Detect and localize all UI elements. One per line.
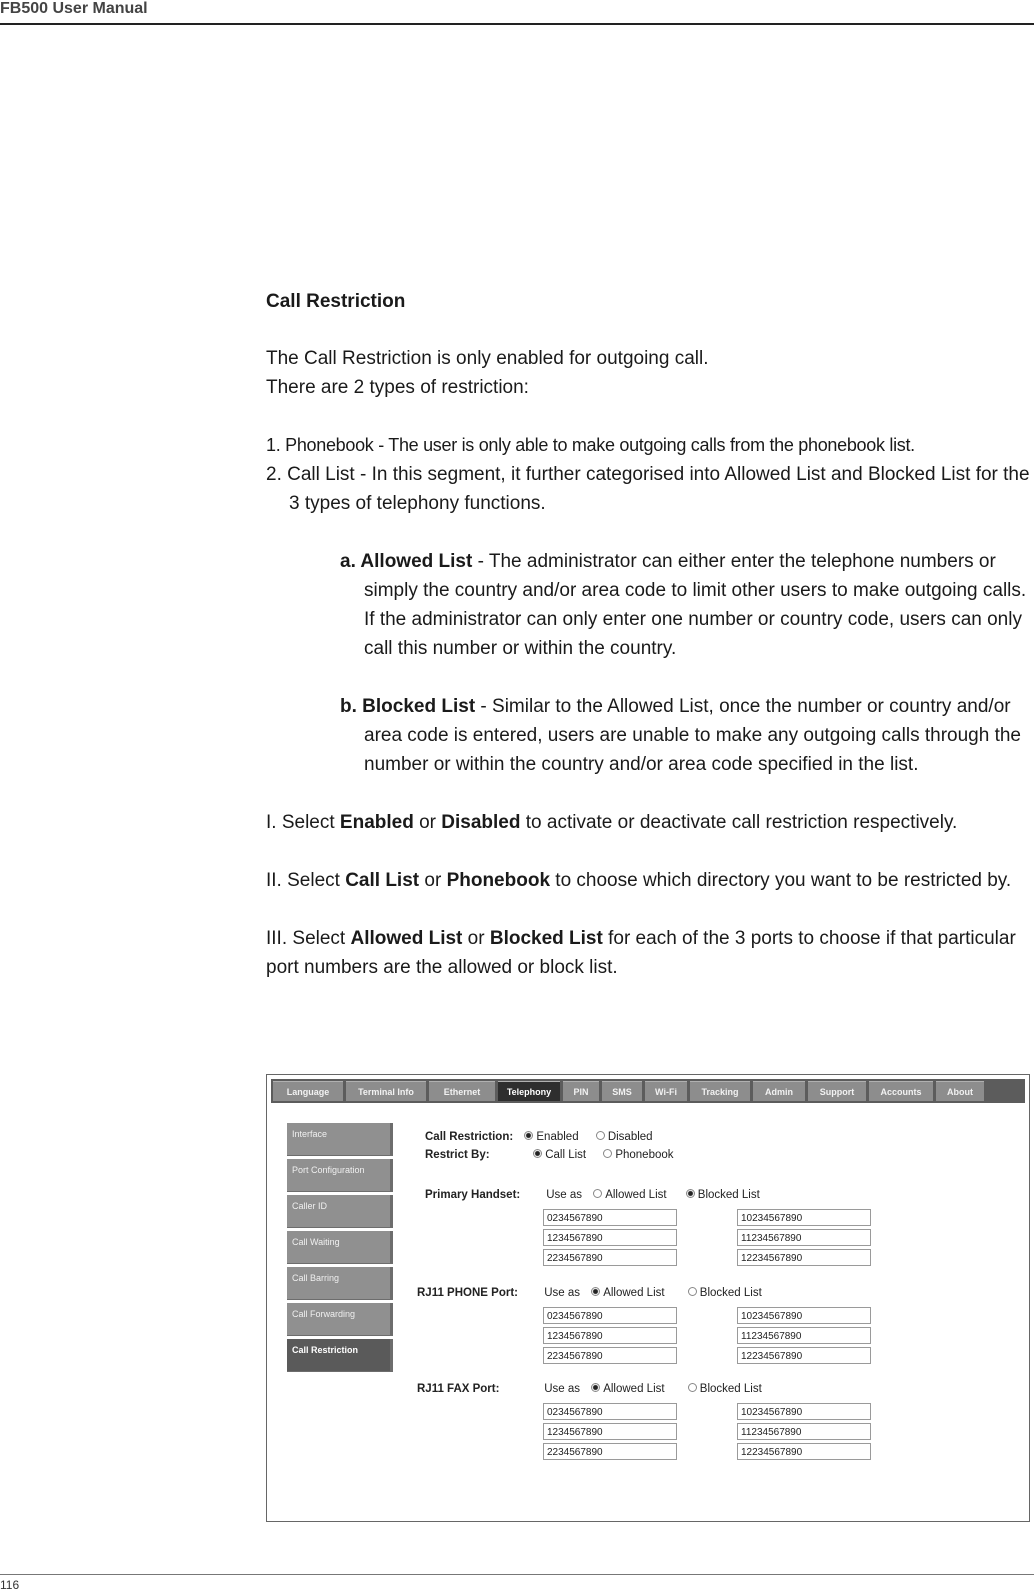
rj11-phone-blocked-label: Blocked List — [699, 1287, 762, 1299]
step-1-a: I. Select — [266, 812, 340, 833]
manual-content — [266, 287, 1032, 982]
fax-allowed-number-3[interactable]: 2234567890 — [543, 1443, 677, 1460]
step-3-a: III. Select — [266, 928, 351, 949]
disabled-label: Disabled — [607, 1131, 653, 1143]
fax-blocked-number-1[interactable]: 10234567890 — [737, 1403, 871, 1420]
phonebook-label: Phonebook — [615, 1149, 674, 1161]
sub-a-term: Allowed List — [360, 551, 473, 572]
rj11-phone-allowed-label: Allowed List — [603, 1287, 665, 1299]
step-2-phonebook: Phonebook — [446, 870, 551, 891]
sub-a-prefix: a. — [340, 551, 361, 572]
primary-handset-use-as: Use as — [546, 1189, 582, 1201]
sub-item-blocked-list — [266, 692, 1032, 779]
phonebook-radio[interactable] — [603, 1149, 612, 1158]
step-2-d: to choose which directory you want to be restricted by. — [550, 870, 1012, 891]
step-3-allowed-list: Allowed List — [350, 928, 463, 949]
telephony-screenshot — [266, 1074, 1030, 1522]
intro-line-1: The Call Restriction is only enabled for outgoing call. — [266, 348, 709, 369]
tab-language[interactable]: Language — [273, 1081, 343, 1101]
page-number: 116 — [0, 1578, 20, 1592]
menu-call-forwarding[interactable]: Call Forwarding — [287, 1303, 393, 1336]
document-header-title: FB500 User Manual — [0, 0, 148, 17]
sub-b-term: Blocked List — [362, 696, 476, 717]
step-2-call-list: Call List — [345, 870, 420, 891]
step-2 — [266, 866, 1032, 895]
restrict-by-row — [425, 1149, 674, 1161]
restrict-by-label: Restrict By: — [425, 1149, 490, 1161]
sub-b-text: - Similar to the Allowed List, once the number or country and/or area code is entered, users are unable to make any outgoing calls through the number or within the country and/or area code specified in the list. — [364, 696, 1021, 775]
call-restriction-row — [425, 1131, 653, 1143]
rj11-fax-blocked-label: Blocked List — [699, 1383, 762, 1395]
rj11-fax-label: RJ11 FAX Port: — [417, 1383, 500, 1395]
menu-interface[interactable]: Interface — [287, 1123, 393, 1156]
menu-port-configuration[interactable]: Port Configuration — [287, 1159, 393, 1192]
menu-caller-id[interactable]: Caller ID — [287, 1195, 393, 1228]
rj11-fax-use-as: Use as — [544, 1383, 580, 1395]
step-1-disabled: Disabled — [441, 812, 521, 833]
primary-handset-blocked-label: Blocked List — [697, 1189, 760, 1201]
intro-line-2: There are 2 types of restriction: — [266, 377, 529, 398]
sub-b-prefix: b. — [340, 696, 363, 717]
footer-divider — [0, 1574, 1034, 1575]
phone-allowed-number-1[interactable]: 0234567890 — [543, 1307, 677, 1324]
fax-allowed-number-2[interactable]: 1234567890 — [543, 1423, 677, 1440]
step-3-blocked-list: Blocked List — [489, 928, 603, 949]
fax-blocked-number-2[interactable]: 11234567890 — [737, 1423, 871, 1440]
step-3-or: or — [462, 928, 490, 949]
tab-bar — [271, 1079, 1025, 1103]
step-1-enabled: Enabled — [339, 812, 414, 833]
rj11-phone-row — [417, 1287, 762, 1299]
phone-blocked-number-2[interactable]: 11234567890 — [737, 1327, 871, 1344]
tab-support[interactable]: Support — [808, 1081, 866, 1101]
sub-a-text: - The administrator can either enter the telephone numbers or simply the country and/or area code to limit other users to make outgoing calls. If the administrator can only enter one number or country code, users can only call this number or within the country. — [364, 551, 1027, 659]
tab-sms[interactable]: SMS — [602, 1081, 642, 1101]
primary-allowed-number-2[interactable]: 1234567890 — [543, 1229, 677, 1246]
call-restriction-label: Call Restriction: — [425, 1131, 514, 1143]
rj11-fax-allowed-radio[interactable] — [591, 1383, 600, 1392]
primary-handset-label: Primary Handset: — [425, 1189, 521, 1201]
telephony-side-menu — [287, 1123, 397, 1375]
tab-accounts[interactable]: Accounts — [869, 1081, 933, 1101]
tab-pin[interactable]: PIN — [563, 1081, 599, 1101]
rj11-phone-allowed-radio[interactable] — [591, 1287, 600, 1296]
sub-item-allowed-list — [266, 547, 1032, 663]
phone-blocked-number-1[interactable]: 10234567890 — [737, 1307, 871, 1324]
step-2-a: II. Select — [266, 870, 346, 891]
primary-handset-allowed-radio[interactable] — [593, 1189, 602, 1198]
rj11-phone-use-as: Use as — [544, 1287, 580, 1299]
step-1-or: or — [413, 812, 442, 833]
type-call-list: 2. Call List - In this segment, it further categorised into Allowed List and Blocked List for the 3 types of telephony functions. — [266, 464, 1030, 514]
rj11-fax-blocked-radio[interactable] — [688, 1383, 697, 1392]
header-divider — [0, 23, 1034, 25]
tab-wifi[interactable]: Wi-Fi — [645, 1081, 687, 1101]
enabled-label: Enabled — [536, 1131, 579, 1143]
section-title: Call Restriction — [266, 291, 406, 312]
primary-blocked-number-3[interactable]: 12234567890 — [737, 1249, 871, 1266]
phone-blocked-number-3[interactable]: 12234567890 — [737, 1347, 871, 1364]
step-1-d: to activate or deactivate call restriction respectively. — [520, 812, 958, 833]
primary-blocked-number-2[interactable]: 11234567890 — [737, 1229, 871, 1246]
call-list-radio[interactable] — [533, 1149, 542, 1158]
phone-allowed-number-2[interactable]: 1234567890 — [543, 1327, 677, 1344]
tab-about[interactable]: About — [936, 1081, 984, 1101]
tab-ethernet[interactable]: Ethernet — [429, 1081, 495, 1101]
menu-call-barring[interactable]: Call Barring — [287, 1267, 393, 1300]
primary-allowed-number-1[interactable]: 0234567890 — [543, 1209, 677, 1226]
primary-handset-row — [425, 1189, 760, 1201]
tab-terminal-info[interactable]: Terminal Info — [346, 1081, 426, 1101]
primary-allowed-number-3[interactable]: 2234567890 — [543, 1249, 677, 1266]
tab-admin[interactable]: Admin — [753, 1081, 805, 1101]
primary-handset-allowed-label: Allowed List — [605, 1189, 667, 1201]
rj11-fax-allowed-label: Allowed List — [603, 1383, 665, 1395]
menu-call-restriction[interactable]: Call Restriction — [287, 1339, 393, 1372]
step-2-or: or — [419, 870, 447, 891]
tab-tracking[interactable]: Tracking — [690, 1081, 750, 1101]
phone-allowed-number-3[interactable]: 2234567890 — [543, 1347, 677, 1364]
fax-blocked-number-3[interactable]: 12234567890 — [737, 1443, 871, 1460]
rj11-phone-blocked-radio[interactable] — [688, 1287, 697, 1296]
menu-call-waiting[interactable]: Call Waiting — [287, 1231, 393, 1264]
disabled-radio[interactable] — [596, 1131, 605, 1140]
step-3-d: for each of the 3 ports to choose if that particular port numbers are the allowed or block list. — [266, 928, 1016, 978]
rj11-phone-label: RJ11 PHONE Port: — [417, 1287, 518, 1299]
step-1 — [266, 808, 1032, 837]
enabled-radio[interactable] — [524, 1131, 533, 1140]
fax-allowed-number-1[interactable]: 0234567890 — [543, 1403, 677, 1420]
step-3 — [266, 924, 1032, 982]
primary-handset-blocked-radio[interactable] — [686, 1189, 695, 1198]
type-phonebook: 1. Phonebook - The user is only able to make outgoing calls from the phonebook list. — [266, 435, 915, 455]
tab-telephony[interactable]: Telephony — [498, 1081, 560, 1101]
rj11-fax-row — [417, 1383, 762, 1395]
call-list-label: Call List — [545, 1149, 587, 1161]
primary-blocked-number-1[interactable]: 10234567890 — [737, 1209, 871, 1226]
